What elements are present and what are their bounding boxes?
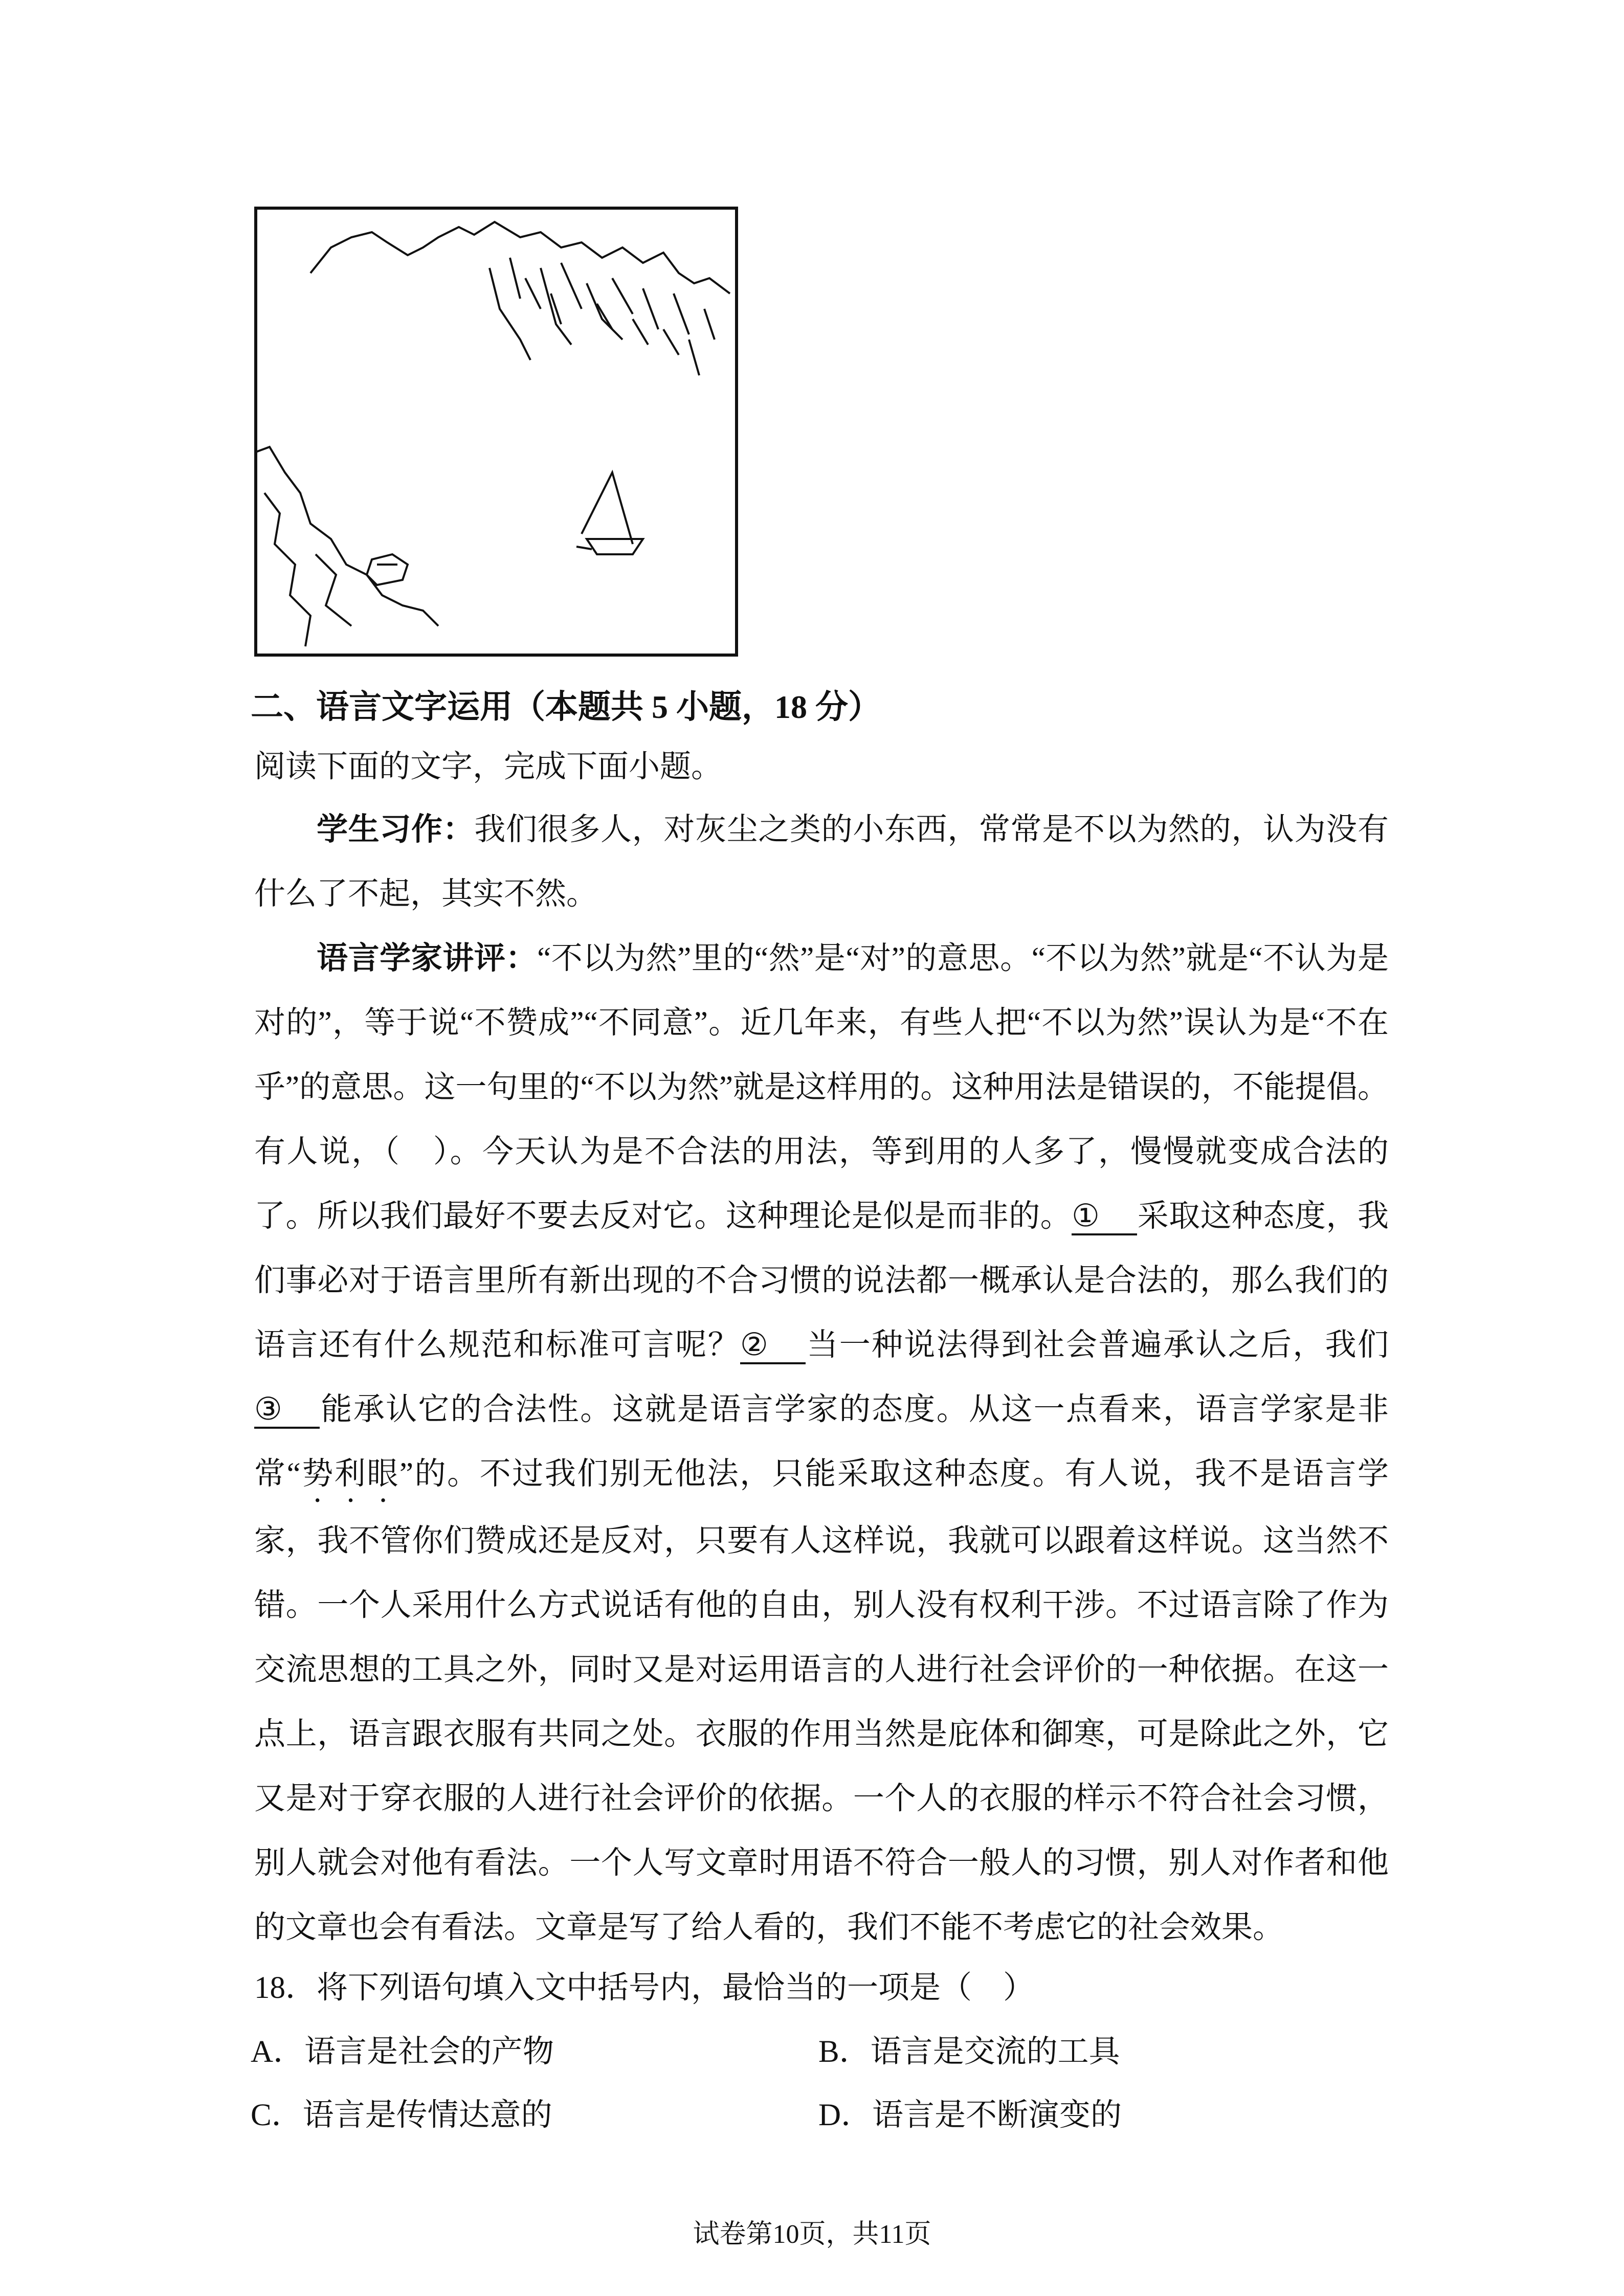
- blank-2: ②: [740, 1329, 806, 1364]
- option-b[interactable]: B．语言是交流的工具: [818, 2035, 1120, 2069]
- emphasized-word: 势利眼: [300, 1457, 399, 1491]
- student-paragraph: [254, 798, 1389, 927]
- passage-segment: “不以为然”里的“然”是“对”的意思。“不以为然”就是“不认为是对的”，等于说“不赞成”“不同意”。近几年来，有些人把“不以为然”误认为是“不在乎”的意思。这一句里的“不以为然”就是这样用的。这种用法是错误的，不能提倡。有人说，（ ）。今天认为是不合法的用法，等到用的人多了，慢慢就变成合法的了。所以我们最好不要去反对它。这种理论是似是而非的。: [254, 941, 1389, 1233]
- option-c[interactable]: C．语言是传情达意的: [251, 2098, 552, 2132]
- question-stem: 18．将下列语句填入文中括号内，最恰当的一项是（ ）: [254, 1971, 1035, 2005]
- section-heading: 二、语言文字运用（本题共 5 小题，18 分）: [251, 689, 881, 725]
- passage-segment: ”的。不过我们别无他法，只能采取这种态度。有人说，我不是语言学家，我不管你们赞成还是反对，只要有人这样说，我就可以跟着这样说。这当然不错。一个人采用什么方式说话有他的自由，别人没有权利干涉。不过语言除了作为交流思想的工具之外，同时又是对运用语言的人进行社会评价的一种依据。在这一点上，语言跟衣服有共同之处。衣服的作用当然是庇体和御寒，可是除此之外，它又是对于穿衣服的人进行社会评价的依据。一个人的衣服的样示不符合社会习惯，别人就会对他有看法。一个人写文章时用语不符合一般人的习惯，别人对作者和他的文章也会有看法。文章是写了给人看的，我们不能不考虑它的社会效果。: [254, 1457, 1389, 1945]
- option-d[interactable]: D．语言是不断演变的: [818, 2098, 1122, 2132]
- option-a[interactable]: A．语言是社会的产物: [251, 2035, 554, 2069]
- options-grid: [251, 2029, 1389, 2139]
- instruction: 阅读下面的文字，完成下面小题。: [254, 750, 723, 784]
- passage-segment: 能承认它的合法性。这就是语言学家的态度。从这一点看来，语言学家是非常“: [254, 1392, 1389, 1491]
- student-label: 学生习作：: [317, 813, 475, 847]
- linguist-label: 语言学家讲评：: [317, 941, 538, 976]
- passage-segment: 当一种说法得到社会普遍承认之后，我们: [806, 1328, 1389, 1362]
- page-footer: 试卷第10页，共11页: [693, 2220, 931, 2249]
- blank-3: ③: [254, 1393, 320, 1429]
- blank-1: ①: [1072, 1200, 1137, 1235]
- content-flow: [251, 684, 1389, 2139]
- linguist-paragraph: [254, 927, 1389, 1960]
- passage-segment: 采取这种态度，我们事必对于语言里所有新出现的不合习惯的说法都一概承认是合法的，那么我们的语言还有什么规范和标准可言呢？: [254, 1199, 1389, 1362]
- landscape-illustration: [254, 207, 738, 657]
- student-text: 我们很多人，对灰尘之类的小东西，常常是不以为然的，认为没有什么了不起，其实不然。: [254, 813, 1389, 911]
